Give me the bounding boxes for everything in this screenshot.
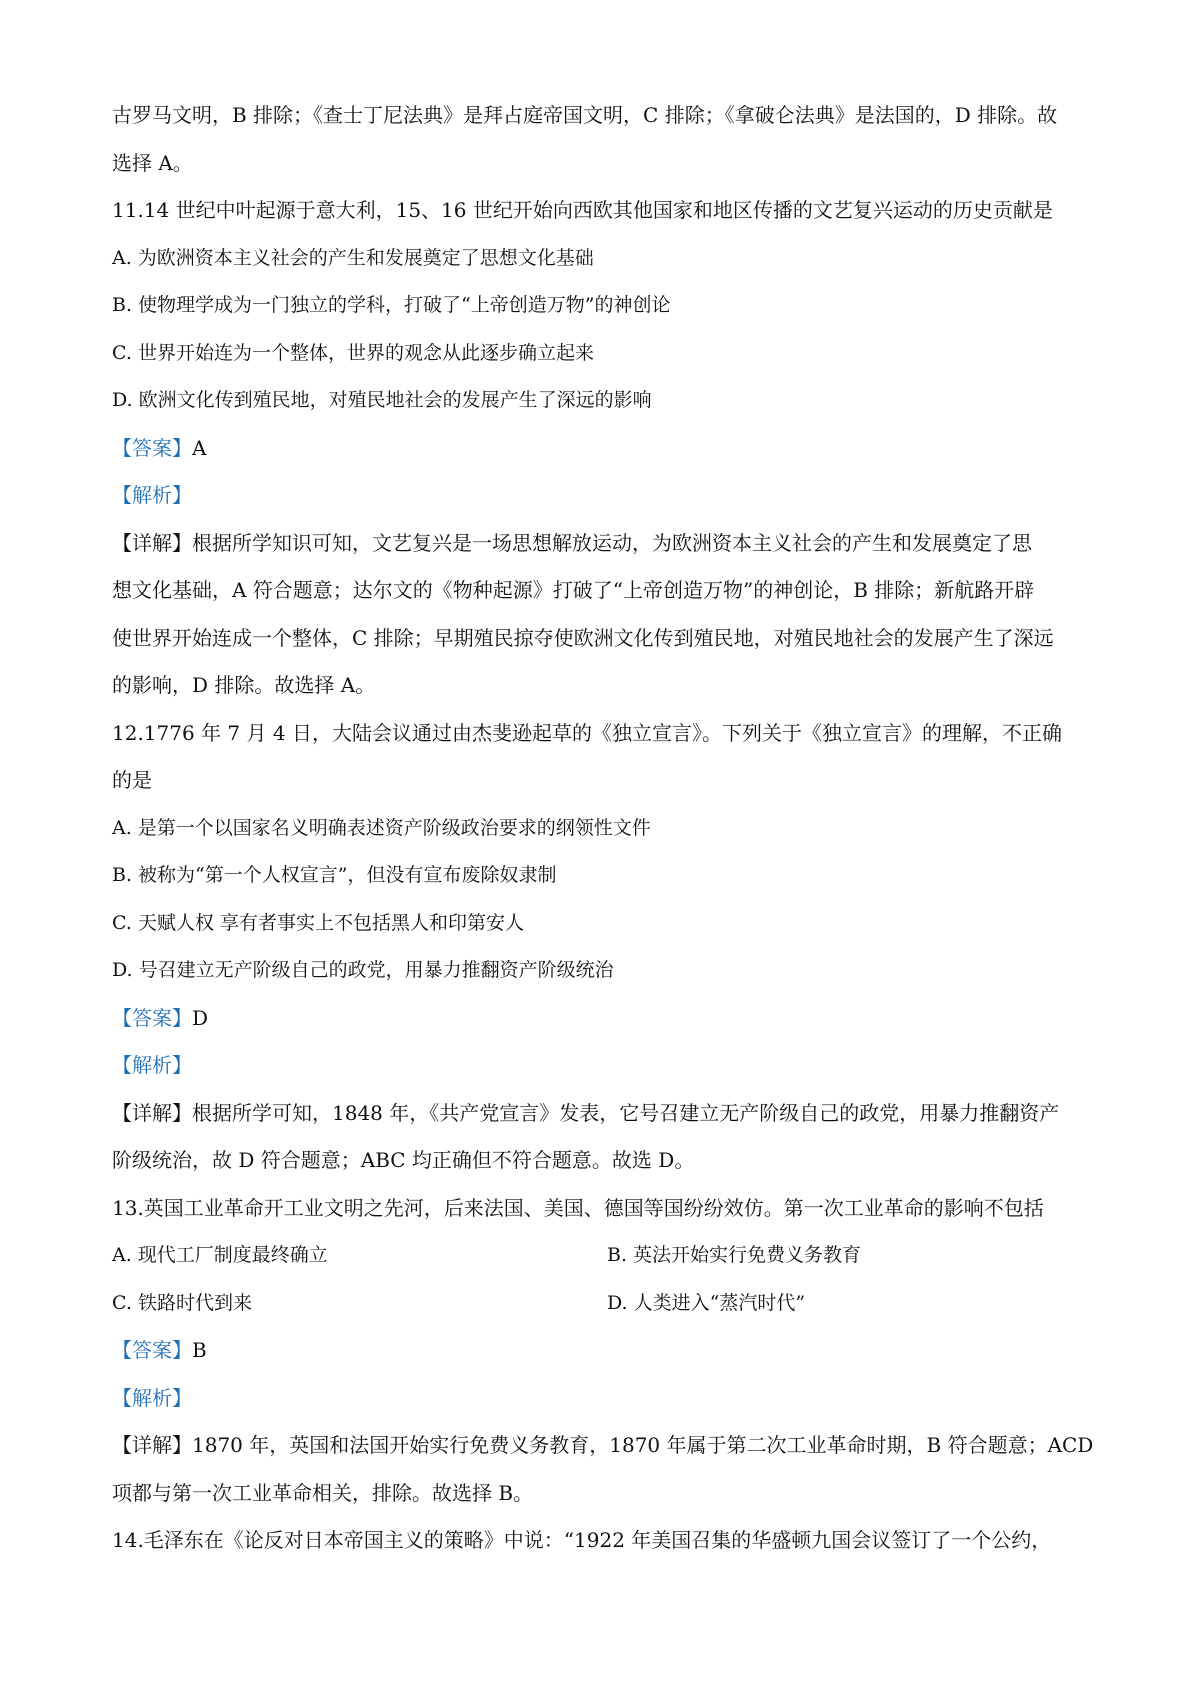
q13-detail-line-1 [112,1422,1102,1470]
q12-option-c: C. 天赋人权 享有者事实上不包括黑人和印第安人 [112,911,524,934]
q12-analysis [112,1042,1102,1090]
q13-option-b: B. 英法开始实行免费义务教育 [607,1244,862,1266]
detail-text: 根据所学知识可知，文艺复兴是一场思想解放运动，为欧洲资本主义社会的产生和发展奠定了思 [192,530,1032,555]
document-page [112,92,1102,1565]
q12-detail-line-2: 阶级统治，故 D 符合题意；ABC 均正确但不符合题意。故选 D。 [112,1148,695,1172]
detail-text: 1870 年，英国和法国开始实行免费义务教育，1870 年属于第二次工业革命时期，B 符合题意；ACD [192,1433,1094,1457]
q11-detail-line-1 [112,520,1102,568]
answer-value: B [192,1338,207,1362]
q13-answer [112,1327,1102,1375]
answer-tag: 【答案】 [112,1005,192,1030]
q13-option-d: D. 人类进入“蒸汽时代” [607,1291,806,1314]
q11-detail-line-2: 想文化基础，A 符合题意；达尔文的《物种起源》打破了“上帝创造万物”的神创论，B 排除；新航路开辟 [112,578,1035,602]
analysis-tag: 【解析】 [112,1053,192,1077]
q11-stem: 11.14 世纪中叶起源于意大利，15、16 世纪开始向西欧其他国家和地区传播的文艺复兴运动的历史贡献是 [112,198,1053,222]
detail-tag: 【详解】 [112,530,192,555]
q13-analysis [112,1375,1102,1423]
detail-text: 根据所学可知，1848 年，《共产党宣言》发表，它号召建立无产阶级自己的政党，用暴力推翻资产 [192,1100,1060,1125]
analysis-tag: 【解析】 [112,483,192,507]
answer-tag: 【答案】 [112,435,192,460]
q13-options-row-1 [112,1232,1102,1280]
answer-tag: 【答案】 [112,1338,192,1362]
q13-option-c: C. 铁路时代到来 [112,1291,252,1314]
q12-stem-line-1: 12.1776 年 7 月 4 日，大陆会议通过由杰斐逊起草的《独立宣言》。下列关于《独立宣言》的理解，不正确 [112,720,1062,745]
intro-line-1: 古罗马文明，B 排除；《查士丁尼法典》是拜占庭帝国文明，C 排除；《拿破仑法典》是法国的，D 排除。故 [112,103,1058,127]
detail-tag: 【详解】 [112,1100,192,1125]
q11-option-a: A. 为欧洲资本主义社会的产生和发展奠定了思想文化基础 [112,246,594,269]
intro-line-2: 选择 A。 [112,150,193,175]
q13-detail-line-2: 项都与第一次工业革命相关，排除。故选择 B。 [112,1480,534,1505]
q11-detail-line-3: 使世界开始连成一个整体，C 排除；早期殖民掠夺使欧洲文化传到殖民地，对殖民地社会的发展产生了深远 [112,625,1054,650]
q13-option-a: A. 现代工厂制度最终确立 [112,1244,328,1266]
q12-option-a: A. 是第一个以国家名义明确表述资产阶级政治要求的纲领性文件 [112,816,651,839]
q14-stem: 14.毛泽东在《论反对日本帝国主义的策略》中说：“1922 年美国召集的华盛顿九国会议签订了一个公约， [112,1528,1052,1552]
q12-option-d: D. 号召建立无产阶级自己的政党，用暴力推翻资产阶级统治 [112,959,614,981]
q11-option-d: D. 欧洲文化传到殖民地，对殖民地社会的发展产生了深远的影响 [112,389,652,411]
q11-analysis [112,472,1102,520]
answer-value: D [192,1005,209,1030]
q12-answer [112,995,1102,1043]
q12-stem-line-2: 的是 [112,768,152,792]
q11-detail-line-4: 的影响，D 排除。故选择 A。 [112,673,376,697]
analysis-tag: 【解析】 [112,1385,192,1410]
detail-tag: 【详解】 [112,1433,192,1457]
q11-option-b: B. 使物理学成为一门独立的学科，打破了“上帝创造万物”的神创论 [112,294,671,316]
answer-value: A [192,435,207,460]
q11-option-c: C. 世界开始连为一个整体，世界的观念从此逐步确立起来 [112,341,594,364]
q11-answer [112,425,1102,473]
q12-detail-line-1 [112,1090,1102,1138]
q12-option-b: B. 被称为“第一个人权宣言”，但没有宣布废除奴隶制 [112,864,557,886]
q13-stem: 13.英国工业革命开工业文明之先河，后来法国、美国、德国等国纷纷效仿。第一次工业革命的影响不包括 [112,1195,1044,1220]
q13-options-row-2 [112,1280,1102,1328]
